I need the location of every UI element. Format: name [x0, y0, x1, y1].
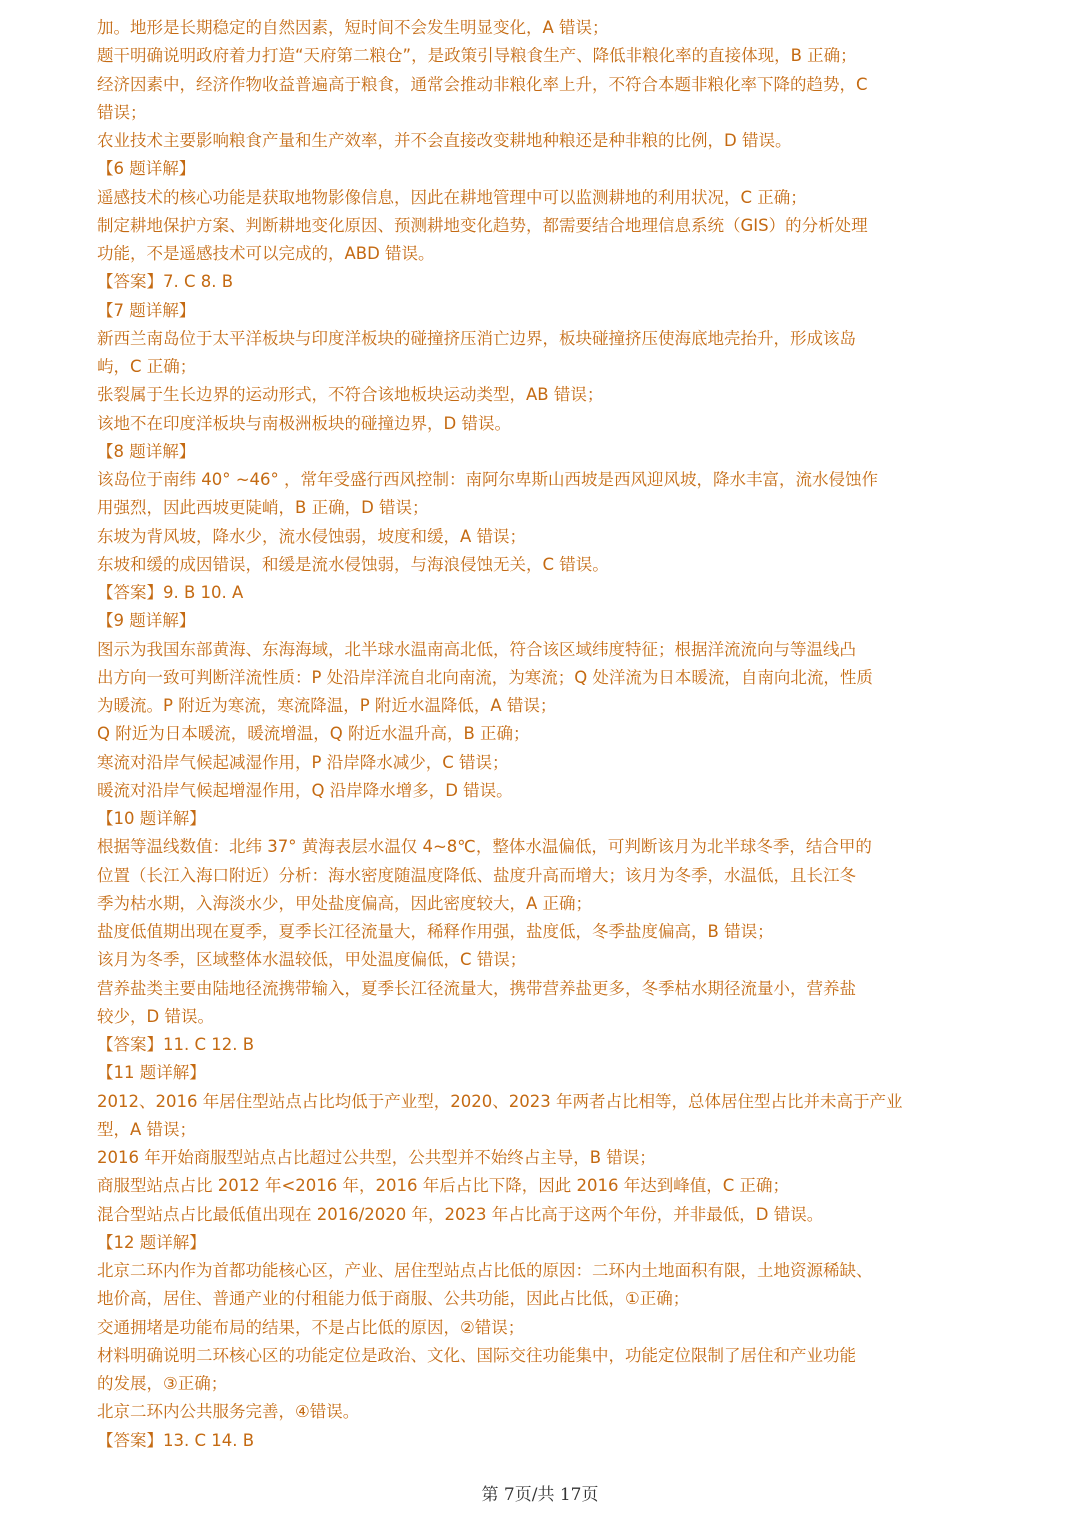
text-line: 新西兰南岛位于太平洋板块与印度洋板块的碰撞挤压消亡边界，板块碰撞挤压使海底地壳抬升，形成该岛	[97, 328, 856, 348]
text-line: Q 附近为日本暖流，暖流增温，Q 附近水温升高，B 正确；	[97, 724, 530, 744]
text-line: 营养盐类主要由陆地径流携带输入，夏季长江径流量大，携带营养盐更多，冬季枯水期径流量小，营养盐	[97, 978, 856, 998]
text-line: 【答案】11. C 12. B	[97, 1035, 255, 1054]
text-line: 2012、2016 年居住型站点占比均低于产业型，2020、2023 年两者占比相等，总体居住型占比并未高于产业	[97, 1091, 903, 1111]
text-line: 混合型站点占比最低值出现在 2016/2020 年，2023 年占比高于这两个年份，并非最低，D 错误。	[97, 1204, 824, 1224]
text-line: 【12 题详解】	[97, 1232, 206, 1252]
text-line: 为暖流。P 附近为寒流，寒流降温，P 附近水温降低，A 错误；	[97, 696, 557, 715]
text-line: 屿，C 正确；	[97, 357, 197, 376]
text-line: 出方向一致可判断洋流性质：P 处沿岸洋流自北向南流，为寒流；Q 处洋流为日本暖流，自南向北流，性质	[97, 667, 873, 687]
text-line: 【10 题详解】	[97, 809, 206, 828]
text-line: 图示为我国东部黄海、东海海域，北半球水温南高北低，符合该区域纬度特征；根据洋流流向与等温线凸	[97, 639, 856, 659]
text-line: 【答案】13. C 14. B	[97, 1430, 255, 1450]
text-line: 暖流对沿岸气候起增湿作用，Q 沿岸降水增多，D 错误。	[97, 780, 513, 800]
text-line: 该月为冬季，区域整体水温较低，甲处温度偏低，C 错误；	[97, 950, 527, 970]
text-line: 制定耕地保护方案、判断耕地变化原因、预测耕地变化趋势，都需要结合地理信息系统（GIS）的分析处理	[97, 215, 868, 235]
text-line: 农业技术主要影响粮食产量和生产效率，并不会直接改变耕地种粮还是种非粮的比例，D 错误。	[97, 131, 792, 150]
text-line: 该岛位于南纬 40° ~46° ，常年受盛行西风控制：南阿尔卑斯山西坡是西风迎风坡，降水丰富，流水侵蚀作	[97, 470, 879, 489]
text-line: 北京二环内作为首都功能核心区，产业、居住型站点占比低的原因：二环内土地面积有限，土地资源稀缺、	[97, 1261, 873, 1280]
text-line: 2016 年开始商服型站点占比超过公共型，公共型并不始终占主导，B 错误；	[97, 1148, 656, 1167]
text-line: 根据等温线数值：北纬 37° 黄海表层水温仅 4~8℃，整体水温偏低，可判断该月为北半球冬季，结合甲的	[97, 837, 872, 857]
text-line: 遥感技术的核心功能是获取地物影像信息，因此在耕地管理中可以监测耕地的利用状况，C 正确；	[97, 187, 807, 207]
document-body	[97, 14, 997, 1455]
text-line: 季为枯水期，入海淡水少，甲处盐度偏高，因此密度较大，A 正确；	[97, 893, 593, 913]
text-line: 经济因素中，经济作物收益普遍高于粮食，通常会推动非粮化率上升，不符合本题非粮化率下降的趋势，C	[97, 74, 868, 94]
text-line: 交通拥堵是功能布局的结果，不是占比低的原因，②错误；	[97, 1317, 525, 1337]
text-line: 盐度低值期出现在夏季，夏季长江径流量大，稀释作用强，盐度低，冬季盐度偏高，B 错误；	[97, 922, 774, 941]
text-line: 东坡为背风坡，降水少，流水侵蚀弱，坡度和缓，A 错误；	[97, 526, 527, 546]
text-line: 该地不在印度洋板块与南极洲板块的碰撞边界，D 错误。	[97, 413, 511, 433]
text-line: 张裂属于生长边界的运动形式，不符合该地板块运动类型，AB 错误；	[97, 385, 604, 405]
text-line: 题干明确说明政府着力打造“天府第二粮仓”，是政策引导粮食生产、降低非粮化率的直接体现，B 正确；	[97, 46, 857, 66]
text-line: 北京二环内公共服务完善，④错误。	[97, 1402, 360, 1422]
text-line: 地价高，居住、普通产业的付租能力低于商服、公共功能，因此占比低，①正确；	[97, 1289, 690, 1309]
text-line: 错误；	[97, 102, 147, 122]
text-line: 功能，不是遥感技术可以完成的，ABD 错误。	[97, 244, 435, 263]
text-line: 型，A 错误；	[97, 1119, 197, 1139]
page-number: 第 7页/共 17页	[481, 1485, 599, 1505]
text-line: 寒流对沿岸气候起减湿作用，P 沿岸降水减少，C 错误；	[97, 752, 509, 772]
text-line: 加。地形是长期稳定的自然因素，短时间不会发生明显变化，A 错误；	[97, 18, 609, 37]
text-line: 用强烈，因此西坡更陡峭，B 正确，D 错误；	[97, 498, 429, 518]
text-line: 位置（长江入海口附近）分析：海水密度随温度降低、盐度升高而增大；该月为冬季，水温低，且长江冬	[97, 865, 856, 885]
text-line: 【11 题详解】	[97, 1063, 206, 1083]
text-line: 的发展，③正确；	[97, 1374, 228, 1393]
text-line: 【6 题详解】	[97, 159, 196, 179]
text-line: 商服型站点占比 2012 年<2016 年，2016 年后占比下降，因此 2016 年达到峰值，C 正确；	[97, 1176, 790, 1196]
text-line: 材料明确说明二环核心区的功能定位是政治、文化、国际交往功能集中，功能定位限制了居住和产业功能	[97, 1345, 856, 1365]
text-line: 【7 题详解】	[97, 300, 196, 320]
text-line: 东坡和缓的成因错误，和缓是流水侵蚀弱，与海浪侵蚀无关，C 错误。	[97, 554, 609, 574]
text-line: 【8 题详解】	[97, 441, 196, 461]
text-line: 【9 题详解】	[97, 611, 196, 631]
text-line: 【答案】7. C 8. B	[97, 272, 234, 292]
text-line: 【答案】9. B 10. A	[97, 583, 244, 602]
text-line: 较少，D 错误。	[97, 1006, 214, 1026]
